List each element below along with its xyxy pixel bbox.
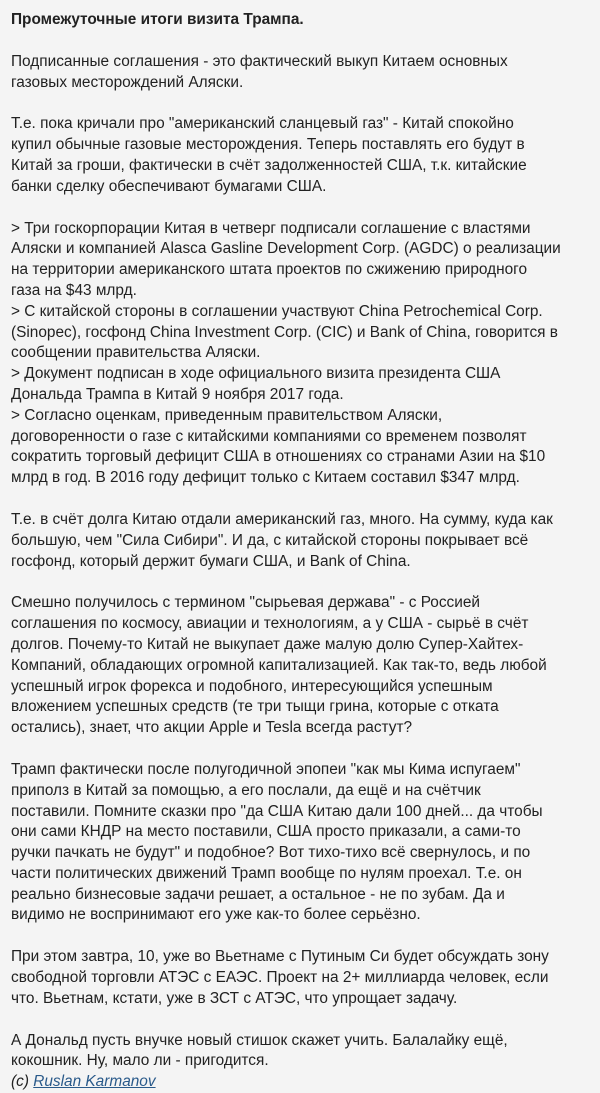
paragraph — [11, 947, 590, 1009]
text-line: А Дональд пусть внучке новый стишок скажет учить. Балалайку ещё, — [11, 1031, 508, 1049]
closing-paragraph — [11, 1031, 590, 1073]
text-line: Дональда Трампа в Китай 9 ноября 2017 года. — [11, 385, 344, 403]
text-line: газа на $43 млрд. — [11, 281, 137, 299]
text-line: Китай за гроши, фактически в счёт задолженностей США, т.к. китайские — [11, 156, 527, 174]
text-line: части политических движений Трамп вообще по нулям проехал. Т.е. он — [11, 864, 522, 882]
text-line: Подписанные соглашения - это фактический выкуп Китаем основных — [11, 52, 508, 70]
text-line: Аляски и компанией Alasca Gasline Development Corp. (AGDC) о реализации — [11, 240, 561, 258]
text-line: газовых месторождений Аляски. — [11, 73, 244, 91]
text-line: реально бизнесовые задачи решает, а остальное - не по зубам. Да и — [11, 885, 505, 903]
author-link[interactable]: Ruslan Karmanov — [33, 1073, 156, 1091]
text-line: млрд в год. В 2016 году дефицит только с Китаем составил $347 млрд. — [11, 469, 520, 487]
text-line: > Согласно оценкам, приведенным правительством Аляски, — [11, 406, 443, 424]
text-line: Компаний, обладающих огромной капитализацией. Как так-то, ведь любой — [11, 656, 547, 674]
text-line: > С китайской стороны в соглашении участвуют China Petrochemical Corp. — [11, 302, 543, 320]
text-line: госфонд, который держит бумаги США, и Bank of China. — [11, 552, 411, 570]
text-line: ручки пачкать не будут" и подобное? Вот тихо-тихо всё свернулось, и по — [11, 844, 531, 862]
signature — [11, 1072, 590, 1093]
text-line: долгов. Почему-то Китай не выкупает даже малую долю Супер-Хайтех- — [11, 635, 524, 653]
text-line: При этом завтра, 10, уже во Вьетнаме с Путиным Си будет обсуждать зону — [11, 948, 549, 966]
text-line: видимо не воспринимают его уже как-то более серьёзно. — [11, 906, 421, 924]
text-line: > Три госкорпорации Китая в четверг подписали соглашение с властями — [11, 219, 531, 237]
post-body — [11, 52, 590, 1010]
text-line: купил обычные газовые месторождения. Теперь поставлять его будут в — [11, 136, 525, 154]
text-line: (Sinopec), госфонд China Investment Corp. (CIC) и Bank of China, говорится в — [11, 323, 558, 341]
text-line: договоренности о газе с китайскими компаниями со временем позволят — [11, 427, 527, 445]
paragraph — [11, 52, 590, 94]
text-line: кокошник. Ну, мало ли - пригодится. — [11, 1052, 269, 1070]
paragraph — [11, 593, 590, 739]
paragraph — [11, 760, 590, 926]
text-line: Т.е. в счёт долга Китаю отдали американский газ, много. На сумму, куда как — [11, 510, 553, 528]
text-line: приполз в Китай за помощью, а его послали, да ещё и на счётчик — [11, 781, 481, 799]
paragraph — [11, 114, 590, 197]
text-line: сократить торговый дефицит США в отношениях со странами Азии на $10 — [11, 448, 546, 466]
text-line: остались), знает, что акции Apple и Tesla всегда растут? — [11, 719, 413, 737]
text-line: свободной торговли АТЭС с ЕАЭС. Проект на 2+ миллиарда человек, если — [11, 969, 549, 987]
text-line: поставили. Помните сказки про "да США Китаю дали 100 дней... да чтобы — [11, 802, 543, 820]
text-line: соглашения по космосу, авиации и технологиям, а у США - сырьё в счёт — [11, 615, 529, 633]
text-line: на территории американского штата проектов по сжижению природного — [11, 261, 528, 279]
copyright-prefix: (c) — [11, 1073, 34, 1091]
text-line: Смешно получилось с термином "сырьевая держава" - с Россией — [11, 594, 481, 612]
text-line: Трамп фактически после полугодичной эпопеи "как мы Кима испугаем" — [11, 760, 521, 778]
text-line: они сами КНДР на место поставили, США просто приказали, а сами-то — [11, 823, 521, 841]
text-line: что. Вьетнам, кстати, уже в ЗСТ с АТЭС, что упрощает задачу. — [11, 989, 458, 1007]
text-line: вложением успешных средств (те три тыщи грина, которые с отката — [11, 698, 499, 716]
text-line: сообщении правительства Аляски. — [11, 344, 261, 362]
paragraph — [11, 510, 590, 572]
text-line: банки сделку обеспечивают бумагами США. — [11, 177, 327, 195]
post-title: Промежуточные итоги визита Трампа. — [11, 11, 304, 28]
text-line: > Документ подписан в ходе официального визита президента США — [11, 365, 501, 383]
paragraph — [11, 219, 590, 489]
text-line: Т.е. пока кричали про "американский сланцевый газ" - Китай спокойно — [11, 115, 514, 133]
text-line: большую, чем "Сила Сибири". И да, с китайской стороны покрывает всё — [11, 531, 529, 549]
text-line: успешный игрок форекса и подобного, интересующийся успешным — [11, 677, 493, 695]
